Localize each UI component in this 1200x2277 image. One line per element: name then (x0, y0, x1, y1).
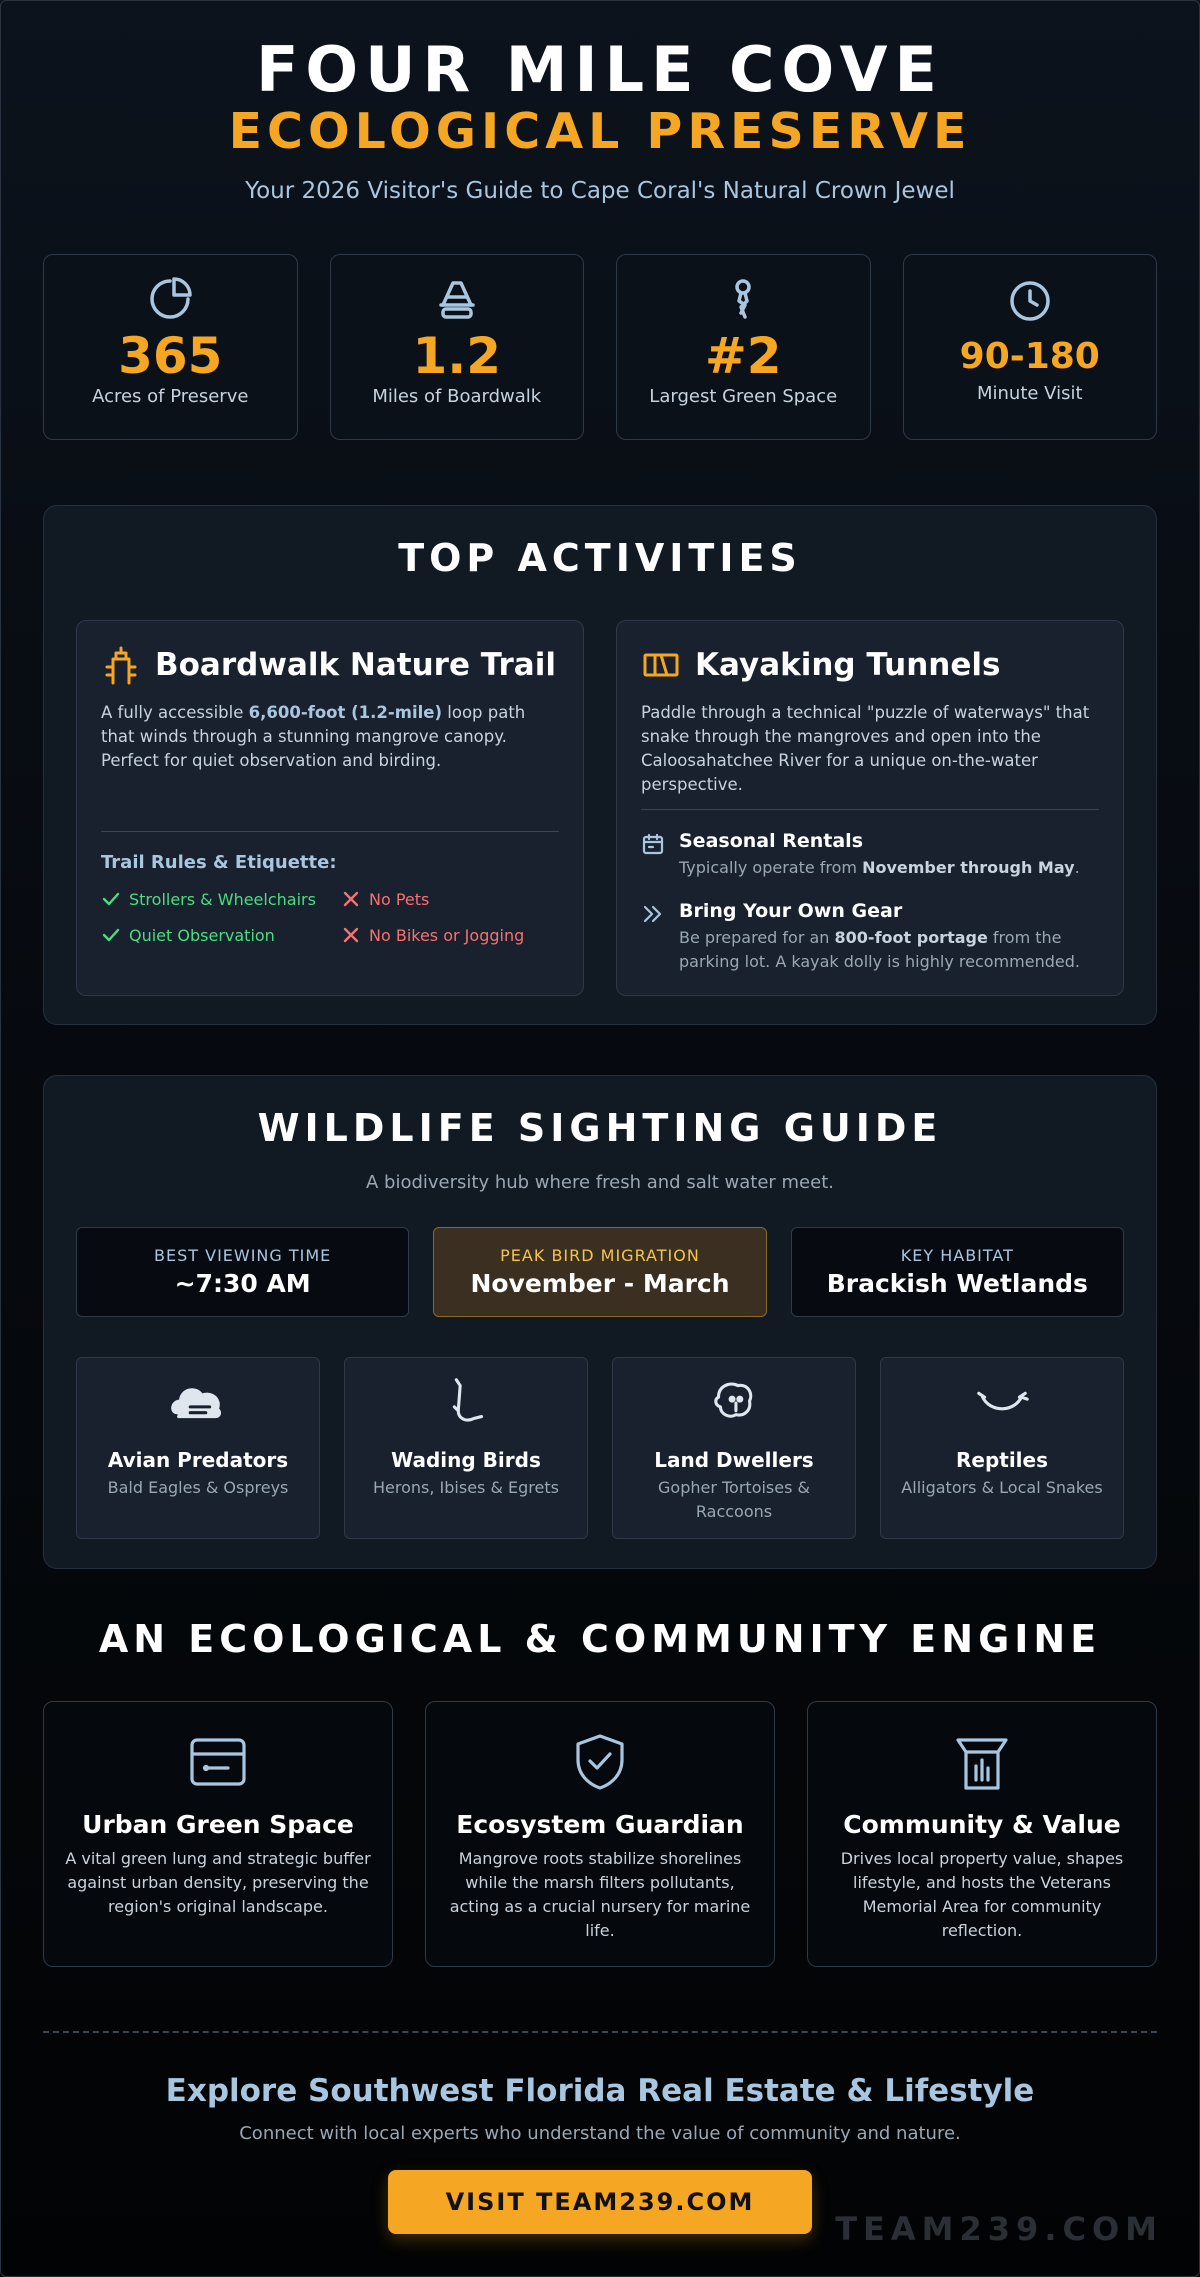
clock-icon (1006, 275, 1054, 323)
tortoise-icon (703, 1372, 765, 1434)
engine-title: Community & Value (843, 1810, 1121, 1839)
info-key: KEY HABITAT (900, 1246, 1014, 1265)
boardwalk-icon (433, 275, 481, 323)
check-icon (101, 925, 121, 945)
x-icon (341, 925, 361, 945)
engine-title: Urban Green Space (82, 1810, 354, 1839)
map-icon (641, 645, 681, 685)
cta-title: Explore Southwest Florida Real Estate & Lifestyle (165, 2073, 1035, 2109)
animal-card-avian (76, 1357, 320, 1539)
info-value: Brackish Wetlands (826, 1269, 1088, 1298)
stat-card-green-space (616, 254, 871, 440)
rule-item: No Bikes or Jogging (341, 925, 559, 945)
rules-title: Trail Rules & Etiquette: (101, 852, 337, 873)
info-card-habitat (791, 1227, 1124, 1317)
double-chevron-icon (641, 902, 665, 926)
ribbon-icon (719, 275, 767, 323)
info-card-migration (433, 1227, 766, 1317)
alligator-icon (971, 1372, 1033, 1434)
visit-team239-button[interactable]: VISIT TEAM239.COM (388, 2170, 812, 2234)
section-title: WILDLIFE SIGHTING GUIDE (257, 1106, 943, 1150)
page-title: FOUR MILE COVE (256, 33, 944, 106)
activity-description: Paddle through a technical "puzzle of waterways" that snake through the mangroves and open into the Caloosahatchee River for a unique on-the-water perspective. (641, 703, 1090, 794)
stat-value: 365 (118, 327, 223, 385)
engine-card-community (807, 1701, 1157, 1967)
activity-description: A fully accessible 6,600-foot (1.2-mile) loop path that winds through a stunning mangrove canopy. Perfect for quiet observation and birding. (101, 703, 526, 770)
watermark: TEAM239.COM (835, 2210, 1163, 2248)
stat-value: #2 (704, 327, 782, 385)
hero (1, 1, 1199, 204)
stat-label: Minute Visit (976, 382, 1083, 404)
divider (101, 831, 559, 832)
engine-row (1, 1701, 1199, 1967)
info-key: BEST VIEWING TIME (154, 1246, 332, 1265)
cta-subtitle: Connect with local experts who understand the value of community and nature. (239, 2123, 961, 2144)
stat-value: 90-180 (959, 336, 1100, 377)
wildlife-panel (43, 1075, 1157, 1569)
section-subtitle: A biodiversity hub where fresh and salt water meet. (366, 1172, 834, 1193)
feature-seasonal-rentals (641, 830, 1099, 880)
engine-card-urban (43, 1701, 393, 1967)
stat-label: Largest Green Space (649, 386, 838, 407)
feature-title: Seasonal Rentals (679, 830, 863, 852)
activity-title: Boardwalk Nature Trail (155, 647, 556, 683)
feature-description: Be prepared for an 800-foot portage from the parking lot. A kayak dolly is highly recommended. (679, 928, 1080, 971)
animal-row (76, 1357, 1124, 1539)
check-icon (101, 889, 121, 909)
section-title: AN ECOLOGICAL & COMMUNITY ENGINE (98, 1617, 1102, 1661)
animal-card-land (612, 1357, 856, 1539)
stat-label: Acres of Preserve (92, 386, 249, 407)
activity-card-kayak (616, 620, 1124, 996)
activity-title: Kayaking Tunnels (695, 647, 1001, 683)
top-activities-panel (43, 505, 1157, 1025)
animal-description: Alligators & Local Snakes (901, 1478, 1103, 1497)
animal-name: Land Dwellers (654, 1448, 814, 1472)
section-title: TOP ACTIVITIES (398, 536, 802, 580)
animal-description: Gopher Tortoises & Raccoons (658, 1478, 810, 1521)
tower-icon (101, 645, 141, 685)
eagle-icon (167, 1372, 229, 1434)
stat-card-acres (43, 254, 298, 440)
divider (641, 809, 1099, 810)
animal-card-wading (344, 1357, 588, 1539)
engine-card-guardian (425, 1701, 775, 1967)
stat-card-boardwalk (330, 254, 585, 440)
feature-description: Typically operate from November through May. (679, 858, 1080, 877)
engine-title: Ecosystem Guardian (456, 1810, 744, 1839)
info-value: November - March (470, 1269, 730, 1298)
info-value: ~7:30 AM (174, 1269, 311, 1298)
engine-description: Mangrove roots stabilize shorelines while the marsh filters pollutants, acting as a crucial nursery for marine life. (449, 1849, 751, 1940)
monument-icon (950, 1730, 1014, 1794)
rule-item: No Pets (341, 889, 559, 909)
engine-description: Drives local property value, shapes lifestyle, and hosts the Veterans Memorial Area for community reflection. (840, 1849, 1124, 1940)
x-icon (341, 889, 361, 909)
feature-bring-gear (641, 900, 1099, 974)
engine-description: A vital green lung and strategic buffer against urban density, preserving the region's original landscape. (65, 1849, 371, 1916)
animal-name: Avian Predators (107, 1448, 289, 1472)
feature-title: Bring Your Own Gear (679, 900, 903, 922)
page-tagline: Your 2026 Visitor's Guide to Cape Coral's Natural Crown Jewel (245, 178, 955, 204)
calendar-icon (641, 832, 665, 856)
animal-name: Reptiles (955, 1448, 1049, 1472)
rule-item: Strollers & Wheelchairs (101, 889, 341, 909)
shield-check-icon (568, 1730, 632, 1794)
rules-list (101, 889, 559, 945)
divider (43, 2031, 1157, 2033)
stat-label: Miles of Boardwalk (372, 386, 542, 407)
card-icon (186, 1730, 250, 1794)
info-row (76, 1227, 1124, 1317)
activity-card-boardwalk (76, 620, 584, 996)
info-key: PEAK BIRD MIGRATION (500, 1246, 700, 1265)
stats-row (1, 254, 1199, 440)
animal-card-reptiles (880, 1357, 1124, 1539)
stat-card-visit (903, 254, 1158, 440)
stat-value: 1.2 (412, 327, 502, 385)
animal-description: Herons, Ibises & Egrets (373, 1478, 559, 1497)
animal-description: Bald Eagles & Ospreys (107, 1478, 289, 1497)
info-card-viewing-time (76, 1227, 409, 1317)
rule-item: Quiet Observation (101, 925, 341, 945)
animal-name: Wading Birds (391, 1448, 541, 1472)
page-subtitle: ECOLOGICAL PRESERVE (228, 103, 972, 160)
heron-icon (435, 1372, 497, 1434)
pie-chart-icon (146, 275, 194, 323)
